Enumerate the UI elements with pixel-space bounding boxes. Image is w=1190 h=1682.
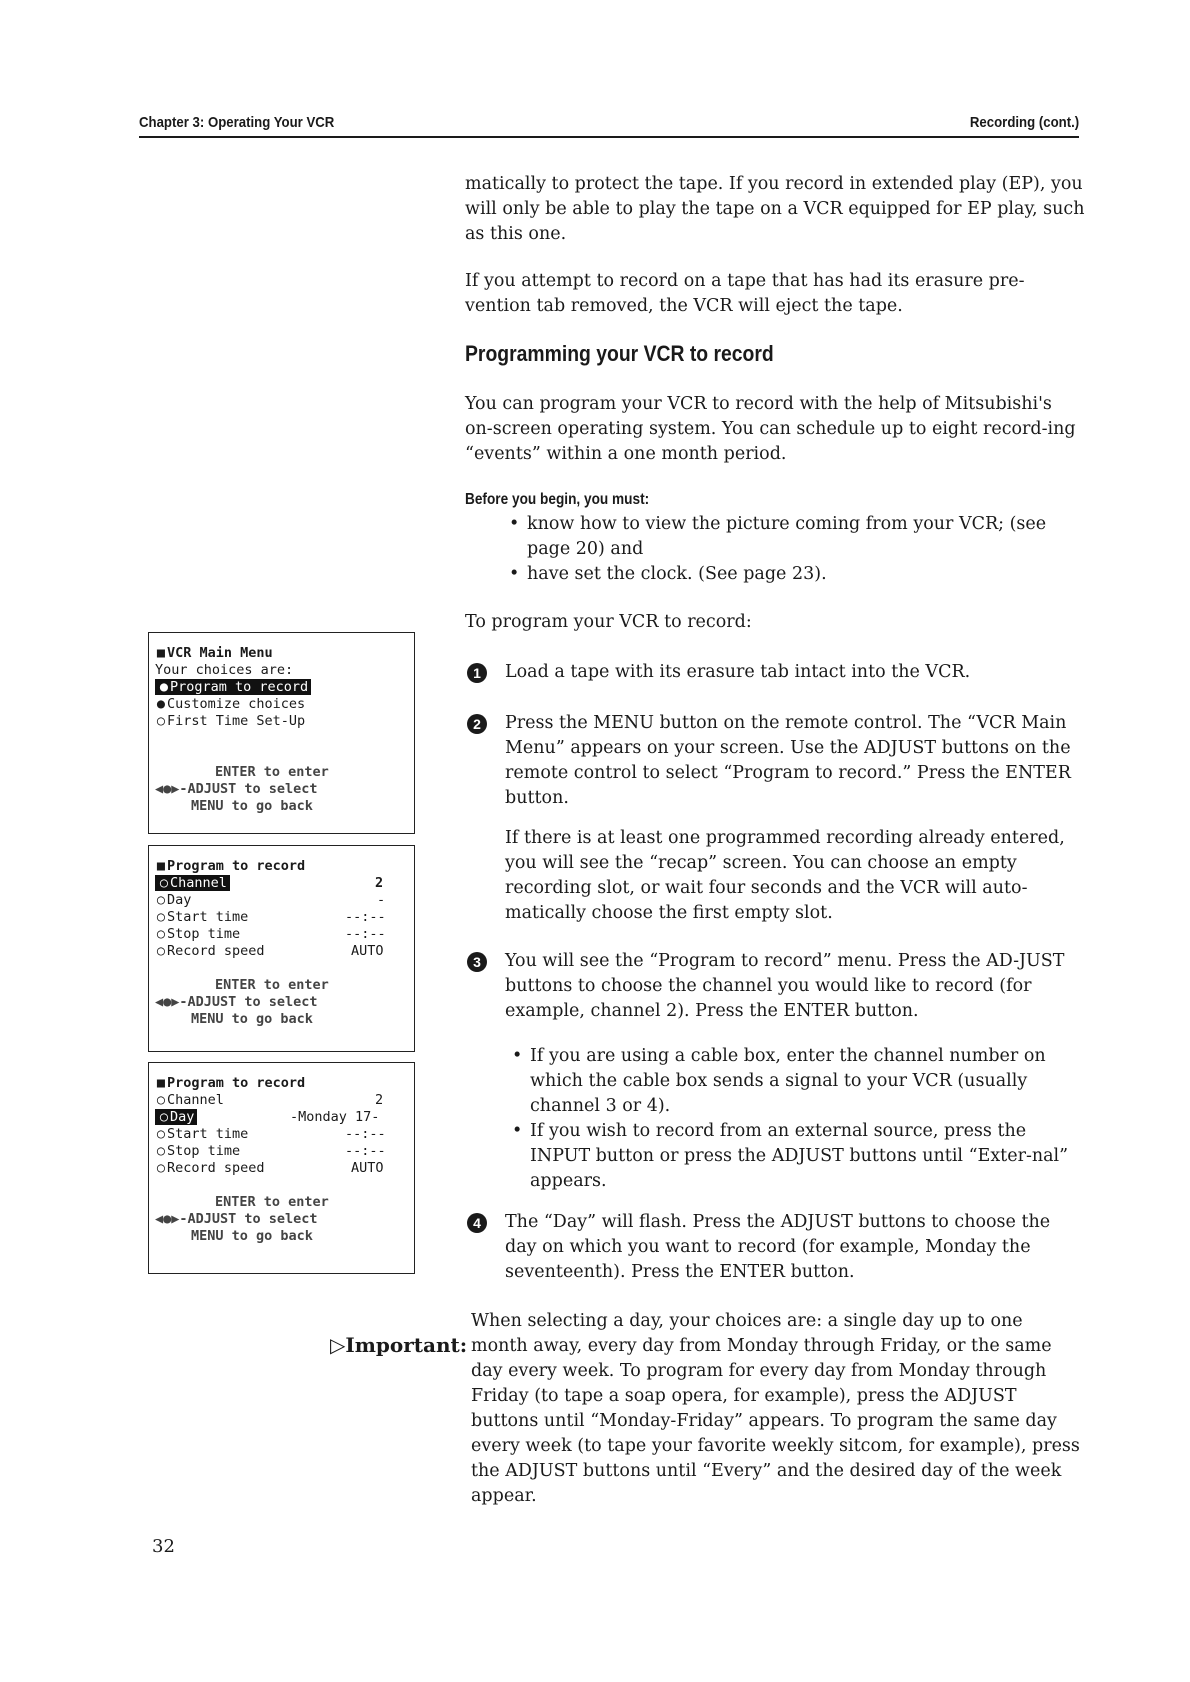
step-3-text: You will see the “Program to record” menu. Press the AD-JUST buttons to choose the channel you would like to record (for example, channel 2). Press the ENTER button.: [505, 951, 1065, 1021]
menu-item-first-time-setup[interactable]: ○ First Time Set-Up: [156, 713, 306, 729]
menu-item-channel[interactable]: ○ Channel 2: [156, 1092, 384, 1108]
menu-item-day[interactable]: ○ Day -Monday 17-: [155, 1109, 414, 1126]
menu-item-stop-time[interactable]: ○ Stop time --:--: [156, 1143, 386, 1159]
menu-item-day[interactable]: ○ Day -: [156, 892, 386, 908]
screen-title: ■ Program to record: [156, 858, 306, 874]
record-speed-value: AUTO: [351, 1160, 384, 1176]
list-item: • If you are using a cable box, enter the channel number on which the cable box sends a signal to your VCR (usually channel 3 or 4).: [508, 1044, 1078, 1119]
section-title: Recording (cont.): [969, 114, 1079, 131]
menu-item-start-time[interactable]: ○ Start time --:--: [156, 1126, 386, 1142]
menu-item-record-speed[interactable]: ○ Record speed AUTO: [156, 1160, 384, 1176]
step-number-3: 3: [467, 952, 487, 972]
intro-block: [465, 172, 1085, 319]
before-heading: Before you begin, you must:: [465, 491, 650, 508]
list-item: • have set the clock. (See page 23).: [505, 562, 1065, 587]
program-to-record-screen-channel: [148, 845, 415, 1052]
channel-value: 2: [375, 1092, 384, 1108]
adjust-hint: ◀●▶-ADJUST to select: [155, 994, 318, 1010]
menu-hint: MENU to go back: [191, 1228, 313, 1244]
step-number-2: 2: [467, 714, 487, 734]
section-heading: Programming your VCR to record: [465, 341, 774, 366]
step-number-4: 4: [467, 1213, 487, 1233]
program-to-record-screen-day: [148, 1062, 415, 1274]
menu-item-record-speed[interactable]: ○ Record speed AUTO: [156, 943, 384, 959]
intro-paragraph-1: matically to protect the tape. If you record in extended play (EP), you will only be able to play the tape on a VCR equipped for EP play, such as this one.: [465, 174, 1085, 244]
menu-hint: MENU to go back: [191, 1011, 313, 1027]
screen-subtitle: Your choices are:: [155, 662, 294, 678]
step-1-text: Load a tape with its erasure tab intact into the VCR.: [505, 662, 971, 682]
stop-time-value: --:--: [345, 926, 386, 942]
menu-item-customize-choices[interactable]: ● Customize choices: [156, 696, 306, 712]
chapter-title: Chapter 3: Operating Your VCR: [139, 114, 335, 131]
stop-time-value: --:--: [345, 1143, 386, 1159]
section-intro: You can program your VCR to record with the help of Mitsubishi's on-screen operating system. You can schedule up to eight record-ing “events” within a one month period.: [465, 394, 1076, 464]
intro-paragraph-2: If you attempt to record on a tape that has had its erasure pre-vention tab removed, the VCR will eject the tape.: [465, 271, 1025, 316]
important-label: ▷Important:: [330, 1333, 468, 1357]
step-2-text: Press the MENU button on the remote control. The “VCR Main Menu” appears on your screen. Use the ADJUST buttons on the remote control to select “Program to record.” Press the ENTER button.: [505, 713, 1071, 808]
to-program-text: To program your VCR to record:: [465, 612, 752, 632]
page-number: 32: [152, 1536, 175, 1557]
day-value: -Monday 17-: [290, 1109, 380, 1125]
menu-item-start-time[interactable]: ○ Start time --:--: [156, 909, 386, 925]
screen-title: ■ Program to record: [156, 1075, 306, 1091]
before-list: [505, 512, 1065, 587]
start-time-value: --:--: [345, 1126, 386, 1142]
day-value: -: [377, 892, 386, 908]
important-text: When selecting a day, your choices are: a single day up to one month away, every day from Monday through Friday, or the same day every week. To program for every day from Monday through Friday (to tape a soap opera, for example), press the ADJUST buttons until “Monday-Friday” appears. To program the same day every week (to tape your favorite weekly sitcom, for example), press the ADJUST buttons until “Every” and the desired day of the week appear.: [471, 1311, 1080, 1506]
list-item: • If you wish to record from an external source, press the INPUT button or press the ADJUST buttons until “Exter-nal” appears.: [508, 1119, 1078, 1194]
adjust-hint: ◀●▶-ADJUST to select: [155, 781, 318, 797]
step-4-text: The “Day” will flash. Press the ADJUST buttons to choose the day on which you want to record (for example, Monday the seventeenth). Press the ENTER button.: [505, 1212, 1051, 1282]
menu-item-stop-time[interactable]: ○ Stop time --:--: [156, 926, 386, 942]
menu-hint: MENU to go back: [191, 798, 313, 814]
step-2-note: If there is at least one programmed recording already entered, you will see the “recap” screen. You can choose an empty recording slot, or wait four seconds and the VCR will auto-matically choose the first empty slot.: [505, 828, 1065, 923]
enter-hint: ENTER to enter: [215, 764, 329, 780]
step-3-bullets: [508, 1044, 1078, 1194]
list-item: • know how to view the picture coming from your VCR; (see page 20) and: [505, 512, 1065, 562]
screen-title: ■ VCR Main Menu: [156, 645, 273, 661]
step-number-1: 1: [467, 663, 487, 683]
adjust-hint: ◀●▶-ADJUST to select: [155, 1211, 318, 1227]
enter-hint: ENTER to enter: [215, 1194, 329, 1210]
page-header: [139, 106, 1079, 138]
channel-value: 2: [375, 875, 384, 891]
record-speed-value: AUTO: [351, 943, 384, 959]
enter-hint: ENTER to enter: [215, 977, 329, 993]
start-time-value: --:--: [345, 909, 386, 925]
menu-item-channel[interactable]: ○ Channel 2: [155, 875, 414, 892]
vcr-main-menu-screen: [148, 632, 415, 834]
menu-item-program-to-record[interactable]: ● Program to record: [155, 679, 414, 696]
